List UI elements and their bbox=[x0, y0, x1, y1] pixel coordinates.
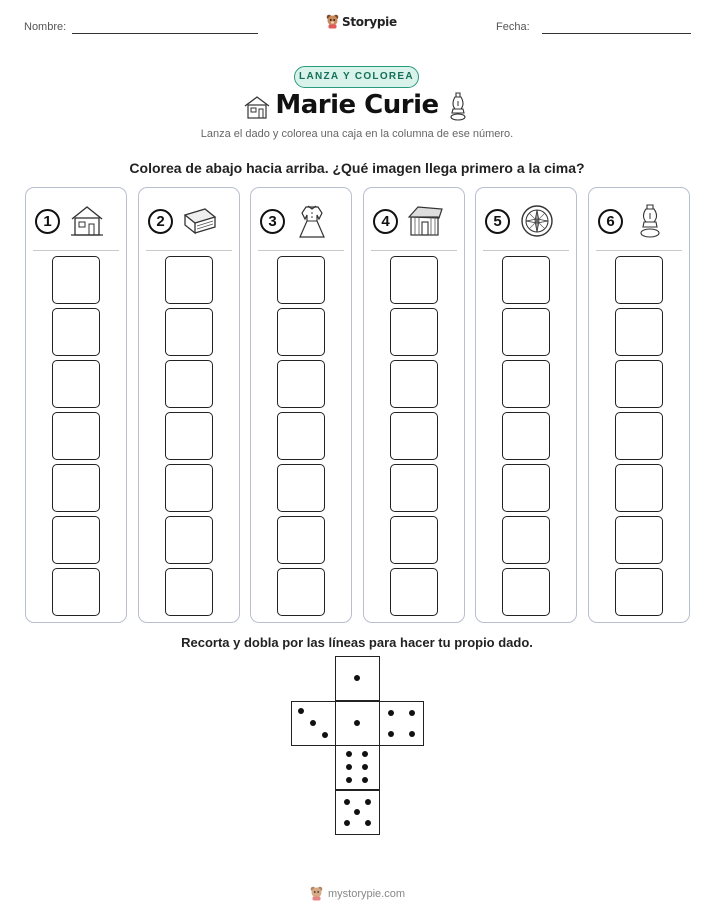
column-divider bbox=[146, 250, 232, 251]
column-6 bbox=[588, 187, 690, 623]
die-face bbox=[379, 701, 424, 746]
die-pip bbox=[365, 820, 371, 826]
color-box[interactable] bbox=[165, 568, 213, 616]
color-box[interactable] bbox=[502, 360, 550, 408]
column-number: 2 bbox=[148, 209, 173, 234]
die-pip bbox=[409, 731, 415, 737]
column-number: 4 bbox=[373, 209, 398, 234]
column-divider bbox=[483, 250, 569, 251]
die-pip bbox=[322, 732, 328, 738]
color-box[interactable] bbox=[277, 464, 325, 512]
color-box[interactable] bbox=[52, 412, 100, 460]
column-divider bbox=[258, 250, 344, 251]
die-face bbox=[291, 701, 336, 746]
column-divider bbox=[33, 250, 119, 251]
die-face bbox=[335, 745, 380, 790]
color-box[interactable] bbox=[52, 360, 100, 408]
color-box[interactable] bbox=[277, 308, 325, 356]
footer bbox=[310, 886, 405, 901]
color-box[interactable] bbox=[52, 464, 100, 512]
color-box[interactable] bbox=[615, 360, 663, 408]
die-pip bbox=[388, 710, 394, 716]
color-box[interactable] bbox=[502, 412, 550, 460]
color-box[interactable] bbox=[615, 412, 663, 460]
color-box[interactable] bbox=[52, 308, 100, 356]
color-box[interactable] bbox=[502, 308, 550, 356]
color-box[interactable] bbox=[52, 568, 100, 616]
die-face bbox=[335, 656, 380, 701]
column-number: 3 bbox=[260, 209, 285, 234]
column-3 bbox=[250, 187, 352, 623]
book-icon bbox=[181, 203, 219, 239]
footer-url: mystorypie.com bbox=[328, 887, 406, 900]
color-box[interactable] bbox=[165, 412, 213, 460]
color-box[interactable] bbox=[502, 568, 550, 616]
color-box[interactable] bbox=[615, 308, 663, 356]
color-box[interactable] bbox=[277, 568, 325, 616]
dress-icon bbox=[293, 203, 331, 239]
die-pip bbox=[362, 764, 368, 770]
die-pip bbox=[354, 809, 360, 815]
column-4 bbox=[363, 187, 465, 623]
die-pip bbox=[310, 720, 316, 726]
oil-lamp-icon bbox=[448, 90, 468, 122]
date-label: Fecha: bbox=[496, 21, 530, 33]
column-number: 6 bbox=[598, 209, 623, 234]
die-instruction: Recorta y dobla por las líneas para hacer tu propio dado. bbox=[181, 635, 533, 650]
die-pip bbox=[346, 777, 352, 783]
color-box[interactable] bbox=[165, 516, 213, 564]
color-box[interactable] bbox=[502, 464, 550, 512]
color-box[interactable] bbox=[390, 256, 438, 304]
color-box[interactable] bbox=[277, 412, 325, 460]
color-box[interactable] bbox=[165, 308, 213, 356]
die-pip bbox=[344, 799, 350, 805]
die-pip bbox=[346, 751, 352, 757]
color-box[interactable] bbox=[277, 360, 325, 408]
color-box[interactable] bbox=[390, 568, 438, 616]
activity-badge: LANZA Y COLOREA bbox=[294, 66, 419, 88]
color-box[interactable] bbox=[165, 464, 213, 512]
die-pip bbox=[298, 708, 304, 714]
column-2 bbox=[138, 187, 240, 623]
color-box[interactable] bbox=[502, 516, 550, 564]
die-pip bbox=[354, 675, 360, 681]
page-title: Marie Curie bbox=[275, 90, 439, 120]
die-pip bbox=[362, 777, 368, 783]
mascot-icon bbox=[326, 14, 339, 29]
color-box[interactable] bbox=[165, 256, 213, 304]
compass-icon bbox=[518, 203, 556, 239]
column-number: 5 bbox=[485, 209, 510, 234]
color-box[interactable] bbox=[390, 516, 438, 564]
brand-name: Storypie bbox=[342, 14, 397, 29]
mascot-icon bbox=[310, 886, 323, 901]
color-box[interactable] bbox=[165, 360, 213, 408]
color-box[interactable] bbox=[615, 568, 663, 616]
name-line[interactable] bbox=[72, 33, 258, 34]
color-box[interactable] bbox=[52, 256, 100, 304]
column-1 bbox=[25, 187, 127, 623]
die-face bbox=[335, 790, 380, 835]
die-pip bbox=[409, 710, 415, 716]
die-pip bbox=[346, 764, 352, 770]
shed-icon bbox=[406, 203, 444, 239]
color-box[interactable] bbox=[390, 464, 438, 512]
color-box[interactable] bbox=[615, 256, 663, 304]
color-box[interactable] bbox=[390, 360, 438, 408]
die-pip bbox=[344, 820, 350, 826]
color-box[interactable] bbox=[615, 516, 663, 564]
color-box[interactable] bbox=[277, 256, 325, 304]
column-number: 1 bbox=[35, 209, 60, 234]
column-divider bbox=[371, 250, 457, 251]
color-box[interactable] bbox=[615, 464, 663, 512]
die-pip bbox=[388, 731, 394, 737]
date-line[interactable] bbox=[542, 33, 691, 34]
instruction-text: Colorea de abajo hacia arriba. ¿Qué imagen llega primero a la cima? bbox=[129, 160, 585, 176]
column-5 bbox=[475, 187, 577, 623]
name-label: Nombre: bbox=[24, 21, 67, 33]
column-divider bbox=[596, 250, 682, 251]
house-icon bbox=[68, 203, 106, 239]
die-pip bbox=[354, 720, 360, 726]
subtitle: Lanza el dado y colorea una caja en la columna de ese número. bbox=[200, 128, 514, 140]
color-box[interactable] bbox=[390, 308, 438, 356]
color-box[interactable] bbox=[52, 516, 100, 564]
color-box[interactable] bbox=[277, 516, 325, 564]
color-box[interactable] bbox=[502, 256, 550, 304]
oil-lamp-icon bbox=[631, 203, 669, 239]
die-pip bbox=[365, 799, 371, 805]
die-pip bbox=[362, 751, 368, 757]
brand-logo bbox=[326, 14, 397, 29]
die-face bbox=[335, 701, 380, 746]
color-box[interactable] bbox=[390, 412, 438, 460]
